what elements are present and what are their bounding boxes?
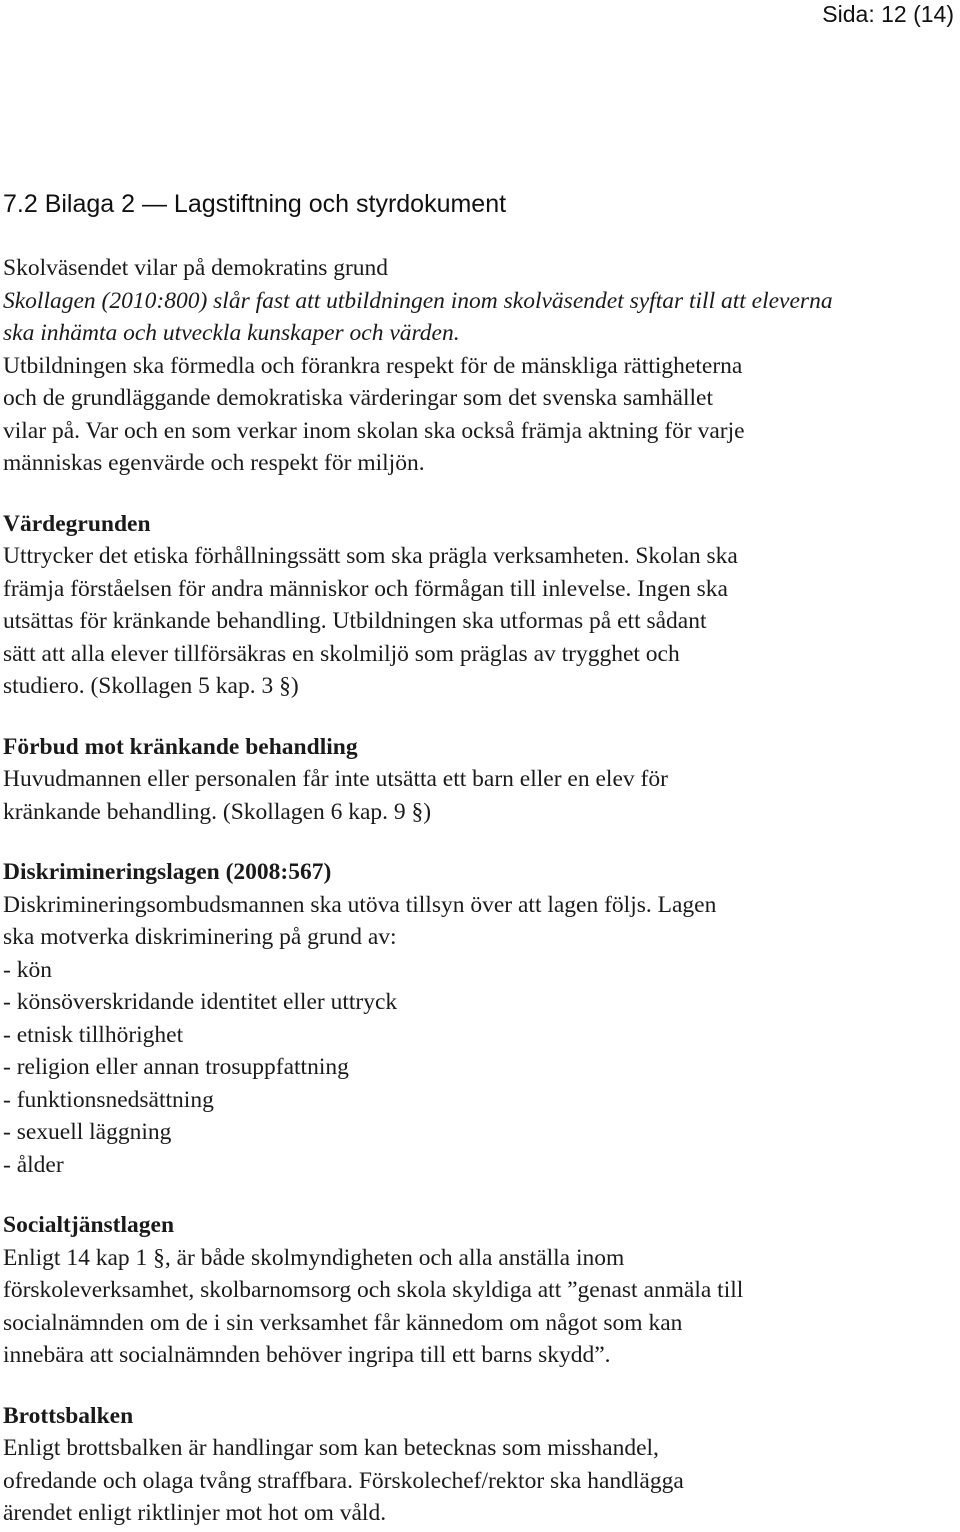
section-line: Enligt 14 kap 1 §, är både skolmyndigheten och alla anställa inom bbox=[3, 1244, 625, 1271]
page-number: Sida: 12 (14) bbox=[822, 1, 954, 27]
section-heading: Brottsbalken bbox=[3, 1402, 134, 1429]
list-item: - könsöverskridande identitet eller uttryck bbox=[3, 989, 398, 1015]
list-item: - religion eller annan trosuppfattning bbox=[3, 1054, 349, 1080]
intro-italic-line: ska inhämta och utveckla kunskaper och värden. bbox=[3, 320, 460, 346]
section-vardegrunden bbox=[3, 508, 953, 703]
document-body bbox=[3, 252, 953, 1530]
section-line: ofredande och olaga tvång straffbara. Förskolechef/rektor ska handlägga bbox=[3, 1467, 684, 1494]
chapter-title: 7.2 Bilaga 2 — Lagstiftning och styrdokument bbox=[3, 190, 507, 218]
intro-heading: Skolväsendet vilar på demokratins grund bbox=[3, 255, 389, 281]
section-heading: Socialtjänstlagen bbox=[3, 1212, 175, 1238]
section-socialtjanstlagen bbox=[3, 1209, 953, 1372]
section-line: ska motverka diskriminering på grund av: bbox=[3, 924, 397, 950]
section-heading: Förbud mot kränkande behandling bbox=[3, 733, 358, 760]
section-line: innebära att socialnämnden behöver ingripa till ett barns skydd”. bbox=[3, 1342, 611, 1368]
section-forbud bbox=[3, 731, 953, 829]
section-line: Uttrycker det etiska förhållningssätt som ska prägla verksamheten. Skolan ska bbox=[3, 543, 738, 569]
section-line: Huvudmannen eller personalen får inte utsätta ett barn eller en elev för bbox=[3, 766, 668, 792]
list-item: - ålder bbox=[3, 1151, 64, 1178]
section-line: ärendet enligt riktlinjer mot hot om våld. bbox=[3, 1500, 387, 1526]
intro-line: människas egenvärde och respekt för miljön. bbox=[3, 450, 425, 476]
section-line: främja förståelsen för andra människor och förmågan till inlevelse. Ingen ska bbox=[3, 575, 728, 602]
section-heading: Värdegrunden bbox=[3, 510, 151, 537]
intro-section bbox=[3, 252, 953, 480]
list-item: - funktionsnedsättning bbox=[3, 1086, 214, 1113]
section-line: förskoleverksamhet, skolbarnomsorg och skola skyldiga att ”genast anmäla till bbox=[3, 1277, 744, 1303]
intro-italic-line: Skollagen (2010:800) slår fast att utbildningen inom skolväsendet syftar till att eleverna bbox=[3, 287, 833, 314]
section-line: socialnämnden om de i sin verksamhet får kännedom om något som kan bbox=[3, 1309, 683, 1336]
intro-line: och de grundläggande demokratiska värderingar som det svenska samhället bbox=[3, 385, 713, 411]
section-line: Diskrimineringsombudsmannen ska utöva tillsyn över att lagen följs. Lagen bbox=[3, 891, 717, 918]
section-line: Enligt brottsbalken är handlingar som kan betecknas som misshandel, bbox=[3, 1435, 659, 1461]
section-line: studiero. (Skollagen 5 kap. 3 §) bbox=[3, 673, 299, 699]
section-diskrimineringslagen bbox=[3, 856, 953, 1181]
list-item: - kön bbox=[3, 956, 52, 983]
section-line: utsättas för kränkande behandling. Utbildningen ska utformas på ett sådant bbox=[3, 608, 707, 634]
section-line: kränkande behandling. (Skollagen 6 kap. 9 §) bbox=[3, 798, 432, 825]
section-line: sätt att alla elever tillförsäkras en skolmiljö som präglas av trygghet och bbox=[3, 640, 680, 667]
list-item: - sexuell läggning bbox=[3, 1119, 172, 1145]
section-heading: Diskrimineringslagen (2008:567) bbox=[3, 859, 332, 885]
intro-line: Utbildningen ska förmedla och förankra respekt för de mänskliga rättigheterna bbox=[3, 352, 743, 379]
list-item: - etnisk tillhörighet bbox=[3, 1021, 184, 1048]
intro-line: vilar på. Var och en som verkar inom skolan ska också främja aktning för varje bbox=[3, 417, 745, 444]
section-brottsbalken bbox=[3, 1400, 953, 1530]
